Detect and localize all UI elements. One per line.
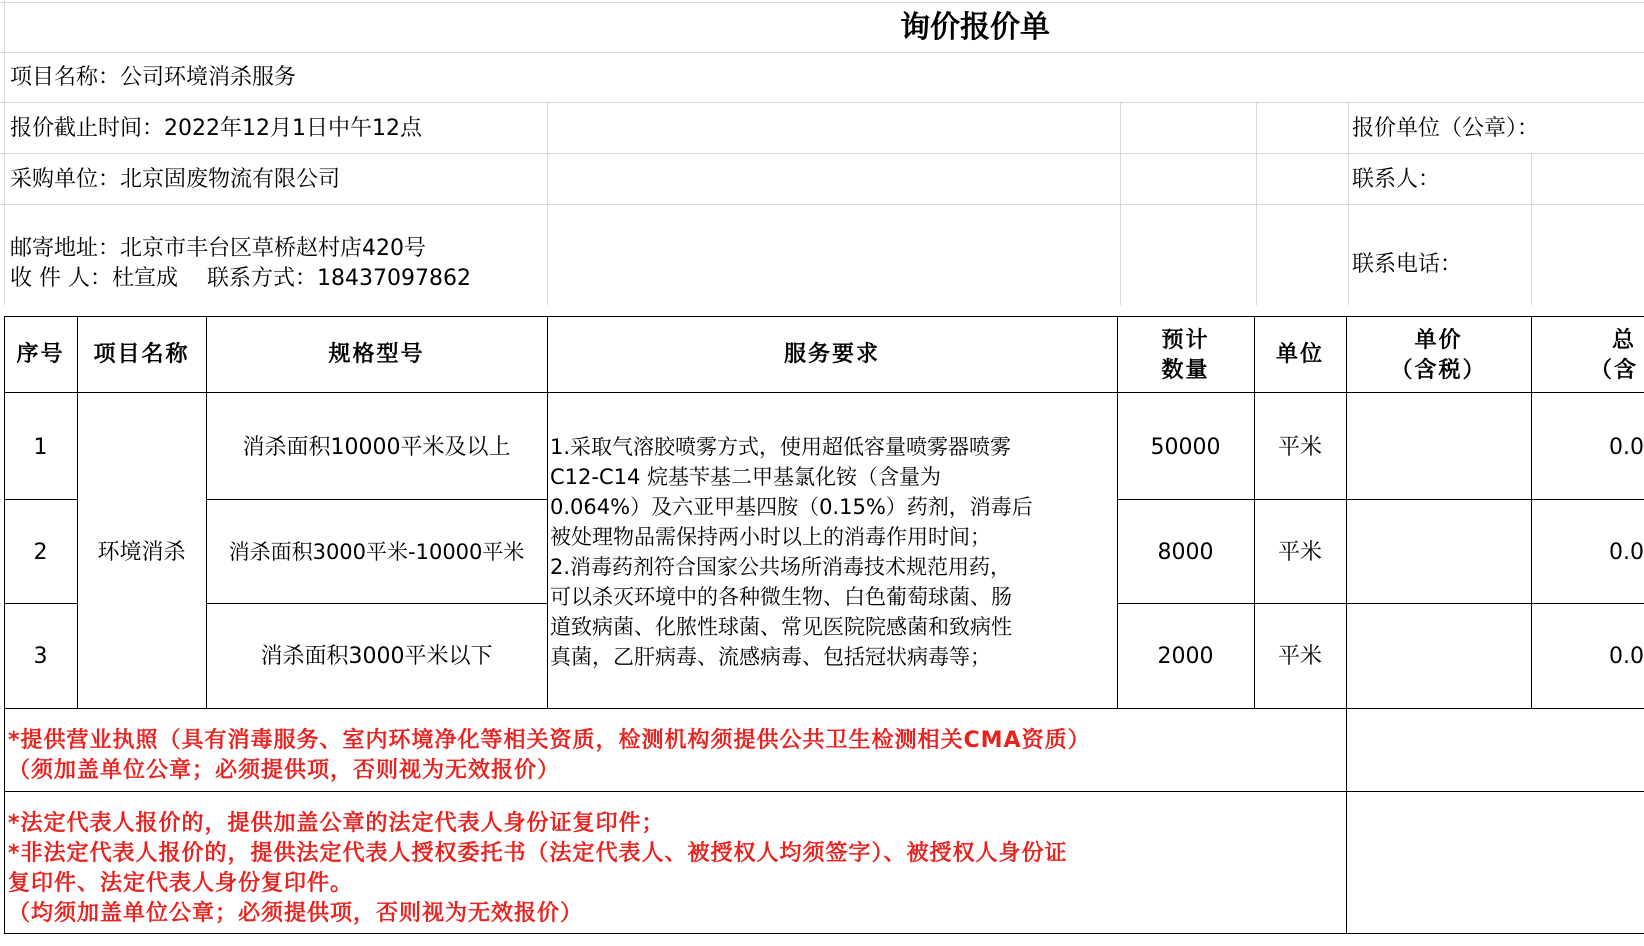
quote-unit-label: 报价单位（公章）： bbox=[1352, 116, 1540, 141]
table-border bbox=[1117, 603, 1644, 604]
row-unit: 平米 bbox=[1277, 435, 1322, 460]
gridline bbox=[1256, 102, 1257, 305]
mail-address: 邮寄地址：北京市丰台区草桥赵村店420号 bbox=[10, 236, 426, 261]
row-qty: 50000 bbox=[1150, 435, 1221, 460]
requirement-line: 0.064%）及六亚甲基四胺（0.15%）药剂，消毒后 bbox=[550, 495, 1033, 519]
col-header-item: 项目名称 bbox=[93, 342, 190, 367]
project-name: 项目名称：公司环境消杀服务 bbox=[10, 65, 297, 90]
requirement-line: 真菌，乙肝病毒、流感病毒、包括冠状病毒等； bbox=[550, 645, 991, 669]
row-spec: 消杀面积3000平米-10000平米 bbox=[228, 540, 525, 564]
note-legal-representative: *非法定代表人报价的，提供法定代表人授权委托书（法定代表人、被授权人均须签字）、被授权人身份证 bbox=[8, 841, 1068, 866]
note-legal-representative: （均须加盖单位公章；必须提供项，否则视为无效报价） bbox=[8, 901, 584, 926]
col-header-requirements: 服务要求 bbox=[783, 342, 880, 367]
table-border bbox=[77, 316, 78, 708]
note-legal-representative: 复印件、法定代表人身份复印件。 bbox=[8, 871, 354, 896]
requirement-line: 2.消毒药剂符合国家公共场所消毒技术规范用药， bbox=[550, 555, 1012, 579]
quote-deadline: 报价截止时间：2022年12月1日中午12点 bbox=[10, 116, 422, 141]
col-header-qty: 数量 bbox=[1161, 358, 1210, 383]
col-header-price: 单价 bbox=[1414, 328, 1463, 353]
row-total: 0.0 bbox=[1609, 644, 1644, 669]
col-header-total: （含 bbox=[1590, 358, 1639, 383]
buyer-unit: 采购单位：北京固废物流有限公司 bbox=[10, 167, 341, 192]
row-total: 0.0 bbox=[1609, 540, 1644, 565]
gridline bbox=[0, 52, 1644, 53]
gridline bbox=[1531, 153, 1532, 305]
col-header-spec: 规格型号 bbox=[328, 342, 425, 367]
requirement-line: 道致病菌、化脓性球菌、常见医院院感菌和致病性 bbox=[550, 615, 1012, 639]
gridline bbox=[547, 102, 548, 305]
table-border bbox=[1346, 708, 1347, 933]
note-business-license: （须加盖单位公章；必须提供项，否则视为无效报价） bbox=[8, 758, 561, 783]
table-border bbox=[4, 392, 1644, 393]
table-border bbox=[4, 708, 1644, 709]
table-border bbox=[4, 603, 77, 604]
table-border bbox=[4, 933, 1644, 934]
page-title: 询价报价单 bbox=[900, 10, 1050, 45]
row-seq: 1 bbox=[33, 435, 48, 460]
contact-person-label: 联系人： bbox=[1352, 167, 1441, 192]
col-header-seq: 序号 bbox=[16, 342, 65, 367]
table-border bbox=[547, 316, 548, 708]
row-total: 0.0 bbox=[1609, 435, 1644, 460]
row-seq: 3 bbox=[33, 644, 48, 669]
requirement-line: 可以杀灭环境中的各种微生物、白色葡萄球菌、肠 bbox=[550, 585, 1012, 609]
table-border bbox=[4, 499, 77, 500]
table-border bbox=[206, 499, 547, 500]
requirement-line: C12-C14 烷基苄基二甲基氯化铵（含量为 bbox=[550, 465, 942, 489]
row-unit: 平米 bbox=[1277, 540, 1322, 565]
item-name: 环境消杀 bbox=[97, 540, 186, 565]
table-border bbox=[4, 791, 1644, 792]
row-unit: 平米 bbox=[1277, 644, 1322, 669]
gridline bbox=[0, 153, 1644, 154]
row-qty: 8000 bbox=[1157, 540, 1214, 565]
requirement-line: 被处理物品需保持两小时以上的消毒作用时间； bbox=[550, 525, 991, 549]
col-header-unit: 单位 bbox=[1275, 342, 1324, 367]
gridline bbox=[1120, 102, 1121, 305]
gridline bbox=[0, 102, 1644, 103]
gridline bbox=[1348, 102, 1349, 305]
gridline bbox=[0, 2, 1644, 3]
note-business-license: *提供营业执照（具有消毒服务、室内环境净化等相关资质，检测机构须提供公共卫生检测相关CMA资质） bbox=[8, 728, 1091, 753]
row-spec: 消杀面积3000平米以下 bbox=[260, 644, 493, 669]
gridline bbox=[4, 0, 5, 305]
col-header-qty: 预计 bbox=[1161, 328, 1210, 353]
requirement-line: 1.采取气溶胶喷雾方式，使用超低容量喷雾器喷雾 bbox=[550, 435, 1012, 459]
contact-phone-label: 联系电话： bbox=[1352, 252, 1463, 277]
note-legal-representative: *法定代表人报价的，提供加盖公章的法定代表人身份证复印件； bbox=[8, 811, 665, 836]
row-spec: 消杀面积10000平米及以上 bbox=[242, 435, 511, 460]
row-qty: 2000 bbox=[1157, 644, 1214, 669]
recipient-contact: 收 件 人：杜宣成 联系方式：18437097862 bbox=[10, 266, 471, 291]
table-border bbox=[1531, 316, 1532, 708]
col-header-total: 总 bbox=[1612, 328, 1637, 353]
row-seq: 2 bbox=[33, 540, 48, 565]
col-header-price: （含税） bbox=[1390, 358, 1487, 383]
table-border bbox=[4, 316, 1644, 317]
table-border bbox=[1117, 499, 1644, 500]
gridline bbox=[0, 204, 1644, 205]
table-border bbox=[206, 603, 547, 604]
table-border bbox=[4, 316, 5, 933]
